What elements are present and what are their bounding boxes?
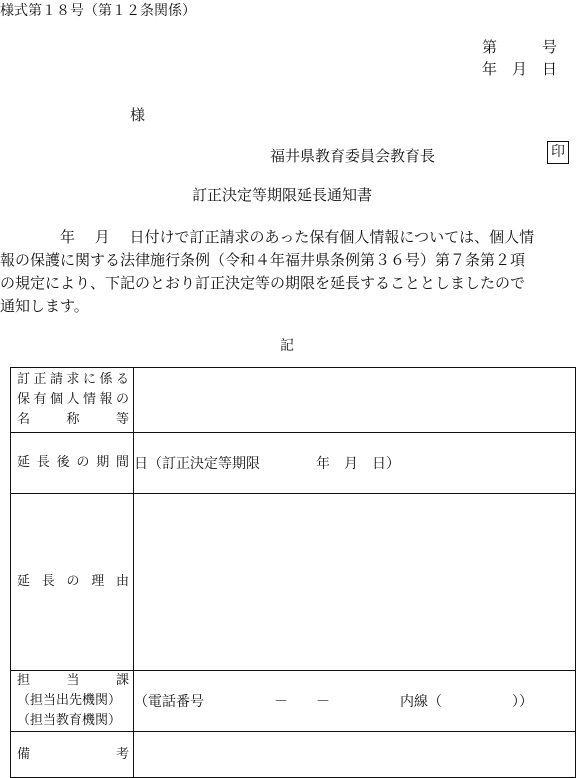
label-line: （担当出先機関） — [17, 693, 122, 708]
addressee-suffix: 様 — [130, 106, 146, 124]
row-department — [11, 671, 576, 732]
row-info-name — [11, 368, 576, 433]
document-number-label: 第 号 — [482, 38, 558, 56]
issuer-name: 福井県教育委員会教育長 — [270, 147, 436, 165]
label-text: 延長の理由 — [17, 574, 129, 589]
row-extended-period — [11, 433, 576, 494]
value-cell-phone[interactable]: （電話番号 － － 内線（ ）） — [134, 671, 576, 732]
label-line: 訂正請求に係る — [17, 372, 129, 387]
row-remarks — [11, 732, 576, 778]
label-text: 備 考 — [17, 746, 129, 762]
label-cell-info-name — [11, 368, 134, 433]
label-cell-department — [11, 671, 134, 732]
document-date-label: 年 月 日 — [482, 60, 558, 78]
label-line: 名 称 等 — [17, 412, 129, 427]
label-text: 延長後の期間 — [17, 455, 129, 470]
form-number: 様式第１８号（第１２条関係） — [0, 3, 196, 19]
seal-mark: 印 — [547, 141, 569, 164]
body-paragraph: 年 月 日付けで訂正請求のあった保有個人情報については、個人情 報の保護に関する法律施行条例（令和４年福井県条例第３６号）第７条第２項 の規定により、下記のとおり訂正決定等の期限を延長することとしましたので 通知します。 — [0, 228, 535, 315]
label-cell-extended-period — [11, 433, 134, 494]
value-cell-extended-period[interactable]: 日（訂正決定等期限 年 月 日） — [134, 433, 576, 494]
label-cell-extension-reason — [11, 494, 134, 671]
note-heading: 記 — [280, 338, 294, 354]
value-cell-remarks[interactable] — [134, 732, 576, 778]
label-line: 担 当 課 — [17, 673, 129, 688]
notice-table — [10, 367, 576, 778]
document-title: 訂正決定等期限延長通知書 — [192, 186, 373, 204]
value-cell-extension-reason[interactable] — [134, 494, 576, 671]
row-extension-reason — [11, 494, 576, 671]
label-line: 保有個人情報の — [17, 392, 129, 407]
value-cell-info-name[interactable] — [134, 368, 576, 433]
label-line: （担当教育機関） — [17, 713, 122, 728]
label-cell-remarks — [11, 732, 134, 778]
